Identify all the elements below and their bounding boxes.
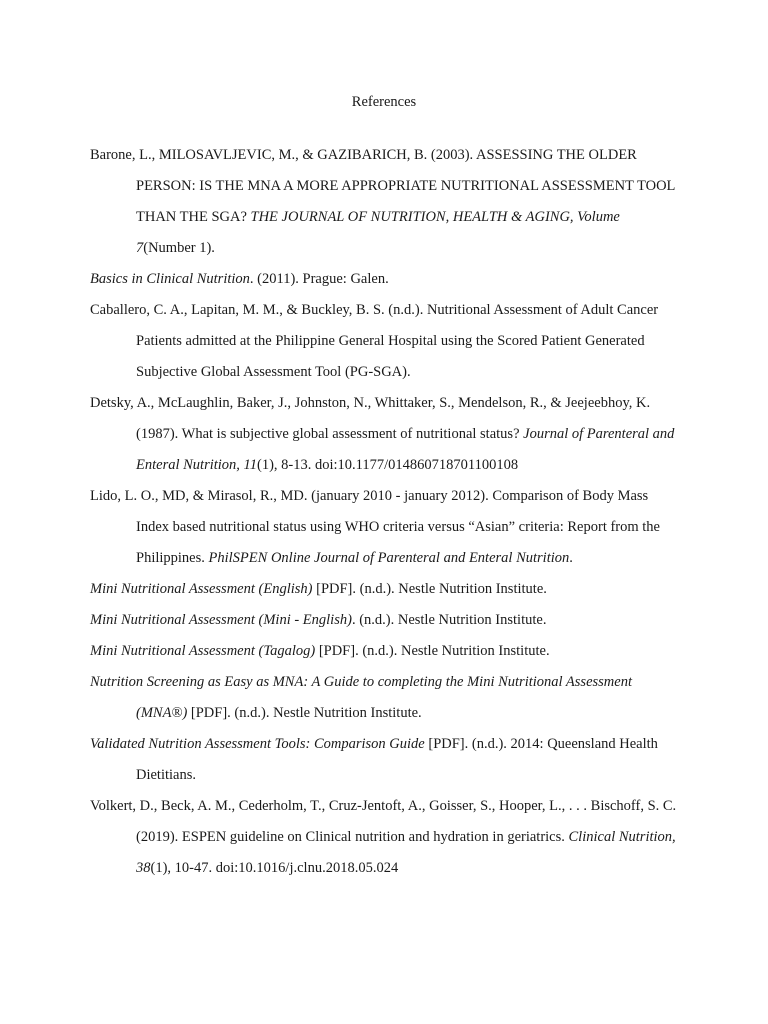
reference-entry: [90, 388, 680, 481]
reference-list: [90, 140, 680, 884]
reference-source-italic: Nutrition Screening as Easy as MNA: A Guide to completing the Mini Nutritional Assessment (MNA®): [90, 674, 632, 721]
reference-text: (1), 10-47. doi:10.1016/j.clnu.2018.05.024: [150, 860, 399, 876]
reference-entry: [90, 667, 680, 729]
reference-text: Caballero, C. A., Lapitan, M. M., & Buckley, B. S. (n.d.). Nutritional Assessment of Adult Cancer Patients admitted at the Philippine General Hospital using the Scored Patient Generated Subjective Global Assessment Tool (PG-SGA).: [90, 302, 659, 380]
reference-text: .: [569, 550, 573, 566]
reference-entry: [90, 636, 680, 667]
reference-entry: [90, 605, 680, 636]
reference-entry: [90, 140, 680, 264]
reference-source-italic: PhilSPEN Online Journal of Parenteral and Enteral Nutrition: [208, 550, 570, 566]
reference-text: Detsky, A., McLaughlin, Baker, J., Johnston, N., Whittaker, S., Mendelson, R., & Jeejeebhoy, K. (1987). What is subjective global assessment of nutritional status?: [90, 395, 651, 442]
page-title: References: [351, 94, 417, 110]
reference-source-italic: Basics in Clinical Nutrition: [90, 271, 250, 287]
reference-entry: [90, 729, 680, 791]
reference-text: [PDF]. (n.d.). Nestle Nutrition Institute.: [187, 705, 422, 721]
reference-entry: [90, 574, 680, 605]
reference-text: (Number 1).: [143, 240, 215, 256]
reference-source-italic: Mini Nutritional Assessment (English): [90, 581, 313, 597]
reference-text: [PDF]. (n.d.). Nestle Nutrition Institute.: [315, 643, 550, 659]
reference-text: (1), 8-13. doi:10.1177/014860718701100108: [256, 457, 519, 473]
reference-source-italic: Validated Nutrition Assessment Tools: Comparison Guide: [90, 736, 425, 752]
reference-text: . (n.d.). Nestle Nutrition Institute.: [351, 612, 547, 628]
reference-source-italic: THE JOURNAL OF NUTRITION, HEALTH & AGING, Volume 7: [136, 209, 620, 256]
reference-source-italic: Mini Nutritional Assessment (Mini - English): [90, 612, 352, 628]
reference-source-italic: Journal of Parenteral and Enteral Nutrition, 11: [136, 426, 675, 473]
reference-entry: [90, 481, 680, 574]
reference-source-italic: Mini Nutritional Assessment (Tagalog): [90, 643, 316, 659]
reference-entry: [90, 791, 680, 884]
reference-entry: [90, 295, 680, 388]
reference-text: Barone, L., MILOSAVLJEVIC, M., & GAZIBARICH, B. (2003). ASSESSING THE OLDER PERSON: IS THE MNA A MORE APPROPRIATE NUTRITIONAL ASSESSMENT TOOL THAN THE SGA?: [90, 147, 675, 225]
reference-text: [PDF]. (n.d.). 2014: Queensland Health Dietitians.: [136, 736, 658, 783]
reference-entry: [90, 264, 680, 295]
reference-text: Volkert, D., Beck, A. M., Cederholm, T., Cruz-Jentoft, A., Goisser, S., Hooper, L., . . . Bischoff, S. C. (2019). ESPEN guideline on Clinical nutrition and hydration in geriatrics.: [90, 798, 677, 845]
reference-source-italic: Clinical Nutrition, 38: [136, 829, 676, 876]
reference-text: [PDF]. (n.d.). Nestle Nutrition Institute.: [312, 581, 547, 597]
reference-text: . (2011). Prague: Galen.: [249, 271, 389, 287]
reference-text: Lido, L. O., MD, & Mirasol, R., MD. (january 2010 - january 2012). Comparison of Body Mass Index based nutritional status using WHO criteria versus “Asian” criteria: Report from the Philippines.: [90, 488, 660, 566]
